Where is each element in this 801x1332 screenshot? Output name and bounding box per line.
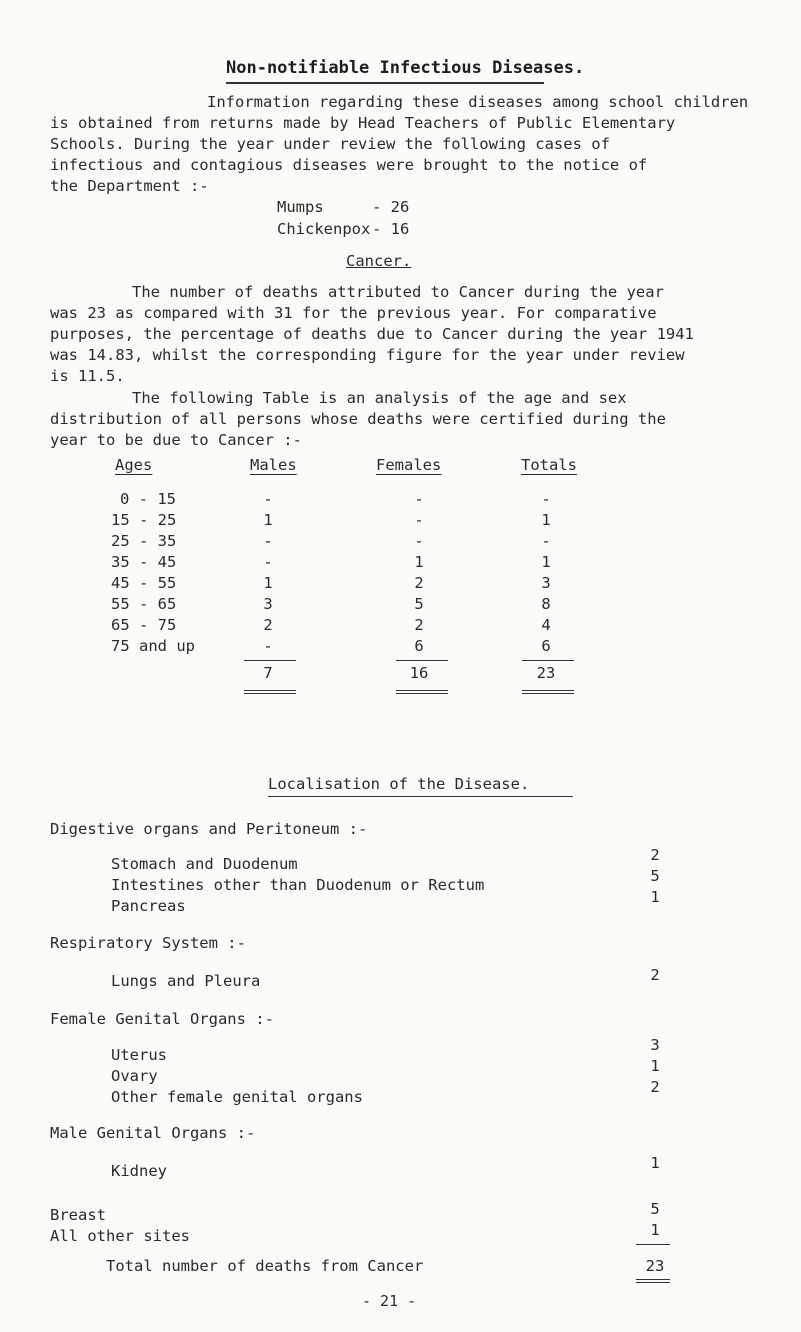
totals-sum-rule [522,660,574,661]
row-females: 6 [414,637,424,655]
table-intro [50,388,720,451]
row-age: 65 - 75 [111,616,177,634]
table-intro-line: The following Table is an analysis of the age and sex [132,389,627,407]
row-males: - [263,553,273,571]
item-count: 5 [650,1200,660,1218]
row-females: 1 [414,553,424,571]
case-count-chickenpox: - 16 [372,220,410,238]
item-count: 3 [650,1036,660,1054]
row-totals: 1 [541,511,551,529]
row-totals: - [541,490,551,508]
item-count: 1 [650,1154,660,1172]
cancer-line: was 14.83, whilst the corresponding figure for the year under review [50,346,685,364]
case-count-mumps: - 26 [372,198,410,216]
row-males: 1 [263,511,273,529]
row-age: 45 - 55 [111,574,177,592]
row-totals: 3 [541,574,551,592]
row-males: 2 [263,616,273,634]
item-name: Uterus [111,1046,167,1064]
sum-females: 16 [409,664,429,682]
cancer-line: was 23 as compared with 31 for the previous year. For comparative [50,304,657,322]
localisation-heading: Localisation of the Disease. [268,775,530,793]
cancer-line: The number of deaths attributed to Cancer during the year [132,283,664,301]
intro-paragraph [50,92,795,197]
sum-males: 7 [263,664,273,682]
intro-line: Schools. During the year under review the following cases of [50,135,610,153]
table-intro-line: year to be due to Cancer :- [50,431,302,449]
item-name: Other female genital organs [111,1088,363,1106]
males-sum-rule [244,660,296,661]
cancer-line: purposes, the percentage of deaths due to Cancer during the year 1941 [50,325,694,343]
row-females: 2 [414,574,424,592]
case-name-chickenpox: Chickenpox [277,220,371,238]
page-title: Non-notifiable Infectious Diseases. [226,58,585,78]
page-number: - 21 - [362,1292,417,1310]
group-female-label: Female Genital Organs :- [50,1010,274,1028]
row-males: - [263,637,273,655]
item-name: Ovary [111,1067,158,1085]
row-females: 5 [414,595,424,613]
row-age: 55 - 65 [111,595,177,613]
item-name: Breast [50,1206,106,1224]
item-name: Stomach and Duodenum [111,855,298,873]
intro-line: Information regarding these diseases among school children [207,93,749,111]
cancer-line: is 11.5. [50,367,125,385]
intro-line: the Department :- [50,177,209,195]
row-females: - [414,532,424,550]
row-females: - [414,511,424,529]
title-underline [226,82,544,84]
item-count: 1 [650,1057,660,1075]
col-header-females: Females [376,456,442,474]
item-count: 2 [650,1078,660,1096]
table-intro-line: distribution of all persons whose deaths were certified during the [50,410,666,428]
row-totals: - [541,532,551,550]
col-header-totals: Totals [521,456,577,474]
row-age: 75 and up [111,637,195,655]
intro-line: is obtained from returns made by Head Teachers of Public Elementary [50,114,676,132]
row-females: - [414,490,424,508]
item-name: Kidney [111,1162,167,1180]
row-females: 2 [414,616,424,634]
row-males: - [263,490,273,508]
row-age: 25 - 35 [111,532,177,550]
row-age: 15 - 25 [111,511,177,529]
row-totals: 6 [541,637,551,655]
group-male-label: Male Genital Organs :- [50,1124,256,1142]
item-count: 2 [650,966,660,984]
row-totals: 4 [541,616,551,634]
row-males: 3 [263,595,273,613]
sum-totals: 23 [536,664,556,682]
case-name-mumps: Mumps [277,198,324,216]
cancer-paragraph [50,282,720,387]
group-digestive-label: Digestive organs and Peritoneum :- [50,820,368,838]
totals-double-rule [522,690,574,694]
item-count: 1 [650,1221,660,1239]
total-label: Total number of deaths from Cancer [106,1257,424,1275]
total-double-rule [636,1279,670,1283]
item-name: Lungs and Pleura [111,972,261,990]
males-double-rule [244,690,296,694]
row-age: 35 - 45 [111,553,177,571]
total-count: 23 [645,1257,665,1275]
col-header-ages: Ages [115,456,153,474]
total-sum-rule [636,1244,670,1245]
females-sum-rule [396,660,448,661]
col-header-males: Males [250,456,297,474]
row-totals: 8 [541,595,551,613]
group-respiratory-label: Respiratory System :- [50,934,246,952]
item-count: 1 [650,888,660,906]
row-males: 1 [263,574,273,592]
cancer-heading: Cancer. [346,252,412,270]
row-males: - [263,532,273,550]
females-double-rule [396,690,448,694]
item-name: All other sites [50,1227,190,1245]
intro-line: infectious and contagious diseases were brought to the notice of [50,156,648,174]
item-name: Intestines other than Duodenum or Rectum [111,876,485,894]
row-totals: 1 [541,553,551,571]
item-count: 2 [650,846,660,864]
localisation-underline [268,796,573,797]
row-age: 0 - 15 [120,490,176,508]
item-count: 5 [650,867,660,885]
item-name: Pancreas [111,897,186,915]
